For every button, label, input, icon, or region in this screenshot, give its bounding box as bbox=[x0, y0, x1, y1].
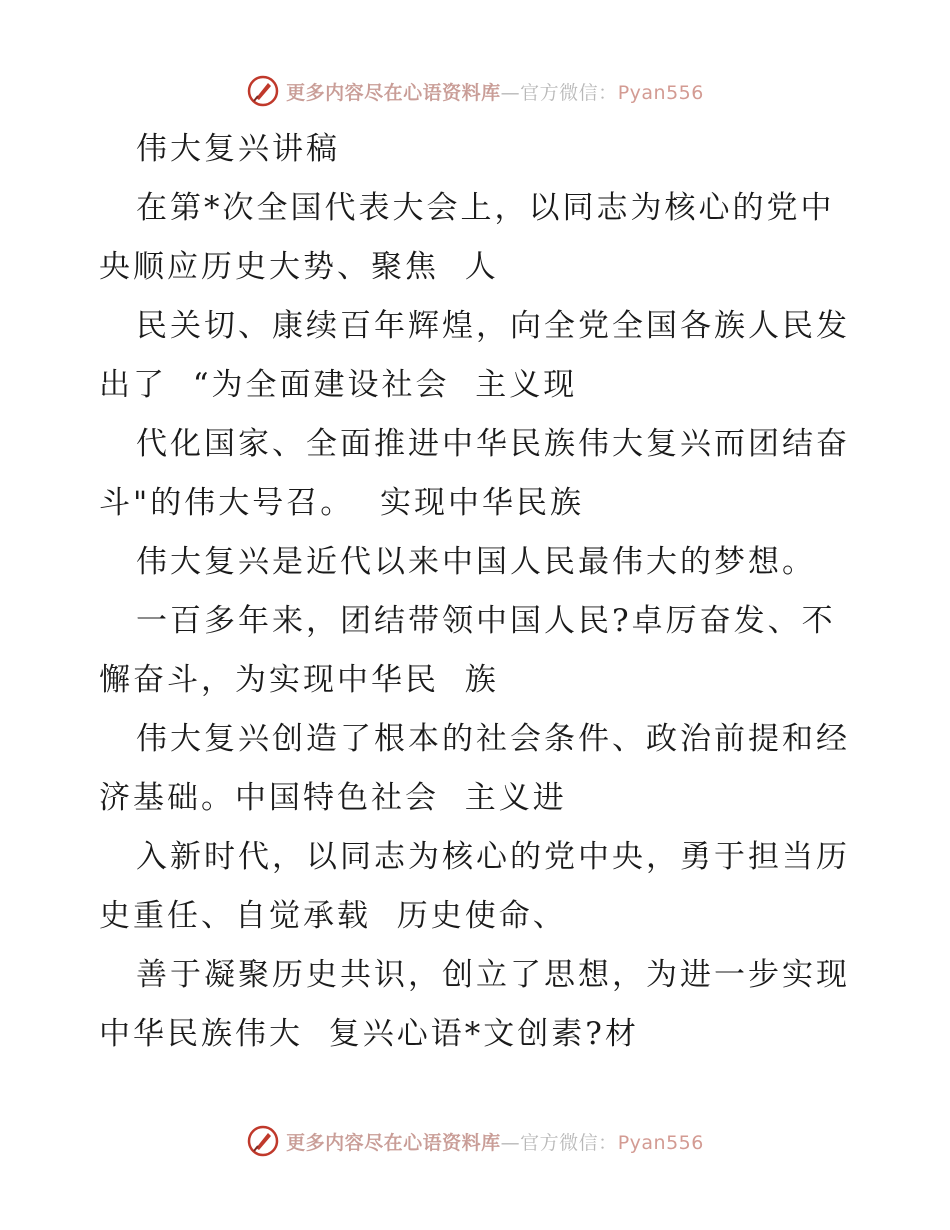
text-line: 入新时代，以同志为核心的党中央，勇于担当历 bbox=[136, 839, 850, 875]
watermark-separator: — bbox=[500, 81, 521, 104]
watermark-main: 更多内容尽在心语资料库 bbox=[286, 1131, 501, 1154]
text-line: 伟大复兴是近代以来中国人民最伟大的梦想。 bbox=[136, 544, 816, 580]
text-line: 在第*次全国代表大会上，以同志为核心的党中 bbox=[136, 190, 835, 226]
document-title: 伟大复兴讲稿 bbox=[136, 131, 340, 167]
header-watermark bbox=[0, 71, 950, 111]
watermark-wechat-label: 官方微信： bbox=[520, 1131, 618, 1154]
text-line: 懈奋斗，为实现中华民 族 bbox=[99, 662, 499, 698]
watermark-wechat-id: Pyan556 bbox=[617, 1131, 704, 1154]
text-line: 中华民族伟大 复兴心语*文创素?材 bbox=[99, 1016, 639, 1052]
footer-watermark bbox=[0, 1121, 950, 1161]
text-line: 民关切、康续百年辉煌，向全党全国各族人民发 bbox=[136, 308, 850, 344]
document-body bbox=[99, 120, 859, 1064]
quill-circle-logo-icon bbox=[246, 1124, 280, 1158]
watermark-wechat-label: 官方微信： bbox=[520, 81, 618, 104]
text-line: 伟大复兴创造了根本的社会条件、政治前提和经 bbox=[136, 721, 850, 757]
watermark-wechat-id: Pyan556 bbox=[617, 81, 704, 104]
text-line: 代化国家、全面推进中华民族伟大复兴而团结奋 bbox=[136, 426, 850, 462]
text-line: 斗"的伟大号召。 实现中华民族 bbox=[99, 485, 584, 521]
text-line: 出了 “为全面建设社会 主义现 bbox=[99, 367, 578, 403]
watermark-separator: — bbox=[500, 1131, 521, 1154]
watermark-main: 更多内容尽在心语资料库 bbox=[286, 81, 501, 104]
text-line: 央顺应历史大势、聚焦 人 bbox=[99, 249, 499, 285]
text-line: 史重任、自觉承载 历史使命、 bbox=[99, 898, 567, 934]
text-line: 济基础。中国特色社会 主义进 bbox=[99, 780, 567, 816]
quill-circle-logo-icon bbox=[246, 74, 280, 108]
watermark-text bbox=[286, 78, 704, 105]
text-line: 善于凝聚历史共识，创立了思想，为进一步实现 bbox=[136, 957, 850, 993]
watermark-text bbox=[286, 1128, 704, 1155]
text-line: 一百多年来，团结带领中国人民?卓厉奋发、不 bbox=[136, 603, 836, 639]
